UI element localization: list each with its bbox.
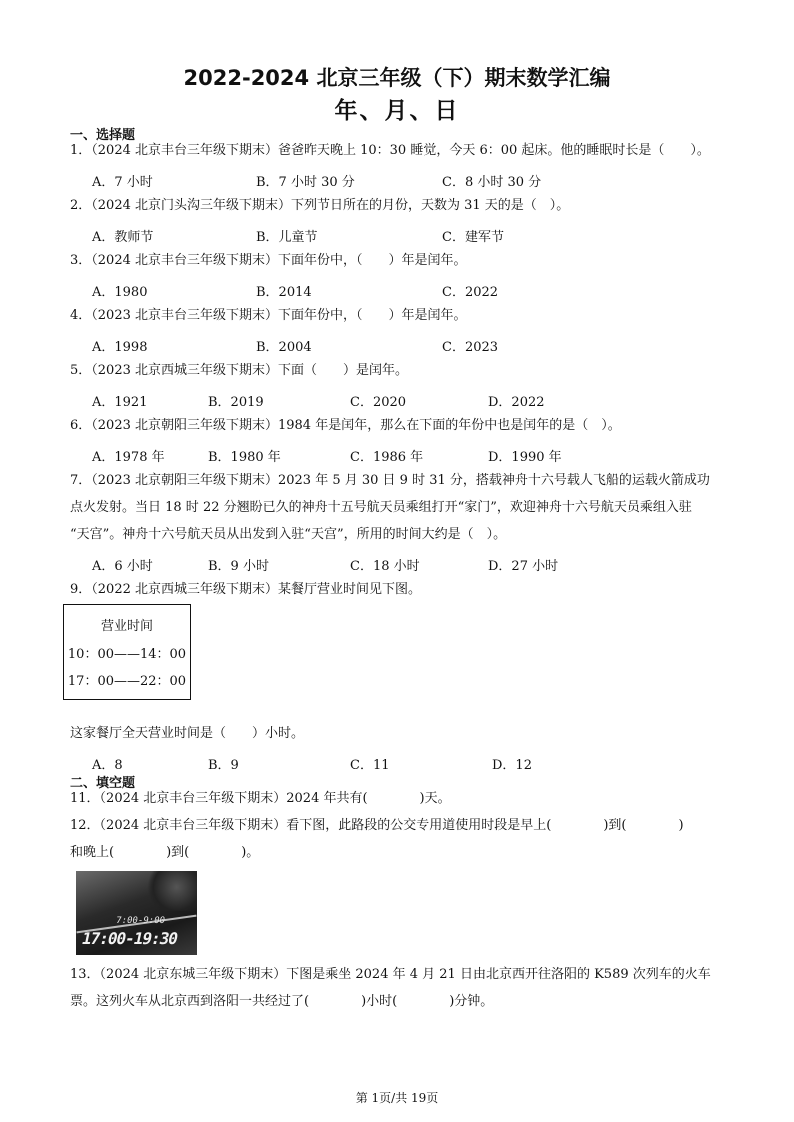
question-6: 6．（2023 北京朝阳三年级下期末）1984 年是闰年，那么在下面的年份中也是闰年的是（ ）。 bbox=[70, 418, 621, 433]
question-1: 1．（2024 北京丰台三年级下期末）爸爸昨天晚上 10：30 睡觉，今天 6：00 起床。他的睡眠时长是（ ）。 bbox=[70, 143, 710, 158]
business-hours-morning: 10：00——14：00 bbox=[67, 647, 187, 662]
question-13-line-2: 票。这列火车从北京西到洛阳一共经过了( )小时( )分钟。 bbox=[70, 994, 494, 1009]
option-a: A．1978 年 bbox=[92, 450, 165, 465]
option-c: C．18 小时 bbox=[350, 559, 420, 574]
option-d: D．27 小时 bbox=[488, 559, 559, 574]
question-9: 9．（2022 北京西城三年级下期末）某餐厅营业时间见下图。 bbox=[70, 582, 421, 597]
question-5: 5．（2023 北京西城三年级下期末）下面（ ）是闰年。 bbox=[70, 363, 408, 378]
question-3: 3．（2024 北京丰台三年级下期末）下面年份中，（ ）年是闰年。 bbox=[70, 253, 467, 268]
question-7-line-3: “天宫”。神舟十六号航天员从出发到入驻“天宫”，所用的时间大约是（ ）。 bbox=[70, 527, 507, 542]
question-4: 4．（2023 北京丰台三年级下期末）下面年份中，（ ）年是闰年。 bbox=[70, 308, 467, 323]
option-a: A．1921 bbox=[92, 395, 148, 410]
option-a: A．1998 bbox=[92, 340, 148, 355]
business-hours-box bbox=[63, 604, 191, 700]
tree-shadow bbox=[146, 871, 197, 911]
option-b: B．7 小时 30 分 bbox=[256, 175, 355, 190]
option-b: B．9 bbox=[208, 758, 239, 773]
section-heading-choice: 一、选择题 bbox=[70, 128, 136, 143]
option-b: B．9 小时 bbox=[208, 559, 269, 574]
option-c: C．11 bbox=[350, 758, 390, 773]
option-a: A．1980 bbox=[92, 285, 148, 300]
question-12-line-2: 和晚上( )到( )。 bbox=[70, 845, 260, 860]
question-9-prompt: 这家餐厅全天营业时间是（ ）小时。 bbox=[70, 726, 305, 741]
option-a: A．7 小时 bbox=[92, 175, 153, 190]
option-c: C．建军节 bbox=[442, 230, 504, 245]
section-heading-fill-in: 二、填空题 bbox=[70, 776, 136, 791]
option-c: C．8 小时 30 分 bbox=[442, 175, 542, 190]
bus-lane-morning-marking: 7:00-9:00 bbox=[115, 916, 166, 926]
option-a: A．8 bbox=[92, 758, 123, 773]
option-b: B．1980 年 bbox=[208, 450, 281, 465]
option-d: D．12 bbox=[492, 758, 532, 773]
question-7-line-1: 7．（2023 北京朝阳三年级下期末）2023 年 5 月 30 日 9 时 31 分，搭载神舟十六号载人飞船的运载火箭成功 bbox=[70, 473, 710, 488]
option-a: A．6 小时 bbox=[92, 559, 153, 574]
question-12-line-1: 12．（2024 北京丰台三年级下期末）看下图，此路段的公交专用道使用时段是早上( )到( ) bbox=[70, 818, 684, 833]
option-c: C．1986 年 bbox=[350, 450, 424, 465]
option-c: C．2023 bbox=[442, 340, 499, 355]
business-hours-evening: 17：00——22：00 bbox=[67, 674, 187, 689]
page-number: 第 1页/共 19页 bbox=[355, 1091, 439, 1105]
option-b: B．2019 bbox=[208, 395, 264, 410]
option-b: B．2014 bbox=[256, 285, 312, 300]
option-a: A．教师节 bbox=[92, 230, 154, 245]
business-hours-title: 营业时间 bbox=[100, 619, 153, 634]
bus-lane-photo bbox=[76, 871, 197, 955]
page-title: 2022-2024 北京三年级（下）期末数学汇编 bbox=[183, 66, 611, 90]
option-c: C．2020 bbox=[350, 395, 407, 410]
option-d: D．2022 bbox=[488, 395, 545, 410]
page-subtitle: 年、月、日 bbox=[334, 98, 460, 124]
question-11: 11．（2024 北京丰台三年级下期末）2024 年共有( )天。 bbox=[70, 791, 451, 806]
option-c: C．2022 bbox=[442, 285, 499, 300]
question-13-line-1: 13．（2024 北京东城三年级下期末）下图是乘坐 2024 年 4 月 21 日由北京西开往洛阳的 K589 次列车的火车 bbox=[70, 967, 711, 982]
question-2: 2．（2024 北京门头沟三年级下期末）下列节日所在的月份，天数为 31 天的是（ ）。 bbox=[70, 198, 570, 213]
bus-lane-evening-marking: 17:00-19:30 bbox=[79, 929, 179, 948]
option-d: D．1990 年 bbox=[488, 450, 562, 465]
option-b: B．儿童节 bbox=[256, 230, 318, 245]
option-b: B．2004 bbox=[256, 340, 312, 355]
question-7-line-2: 点火发射。当日 18 时 22 分翘盼已久的神舟十五号航天员乘组打开“家门”，欢迎神舟十六号航天员乘组入驻 bbox=[70, 500, 692, 515]
